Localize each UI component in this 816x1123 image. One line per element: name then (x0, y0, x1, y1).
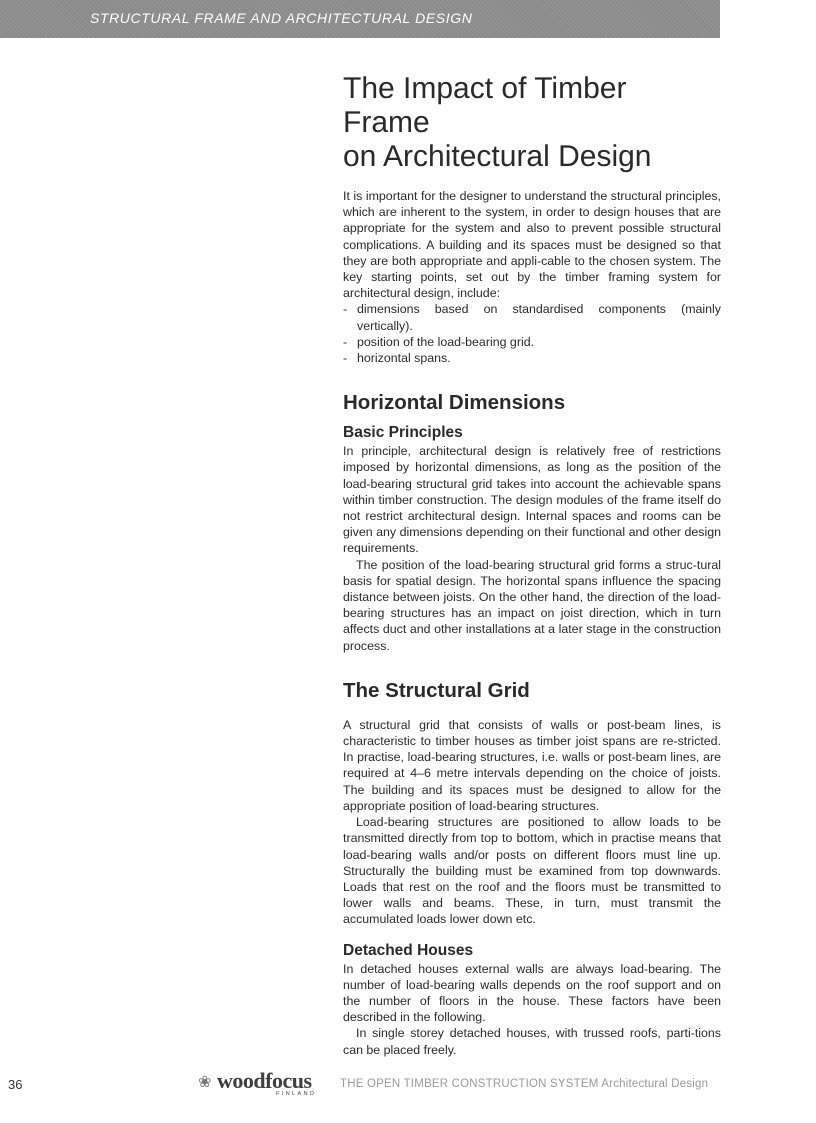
list-item-text: horizontal spans. (357, 351, 451, 366)
logo-subtext: FINLAND (276, 1091, 317, 1097)
running-header: STRUCTURAL FRAME AND ARCHITECTURAL DESIGN (90, 10, 473, 26)
list-dash: - (343, 334, 348, 349)
list-item (343, 350, 721, 366)
body-paragraph: In detached houses external walls are always load-bearing. The number of load-bearing walls depends on the roof support and on the number of floors in the house. These factors have been described in the following. (343, 961, 721, 1025)
logo-wordmark: woodfocus (217, 1068, 312, 1093)
body-paragraph: Load-bearing structures are positioned to allow loads to be transmitted directly from top to bottom, which in practise means that load-bearing walls and/or posts on different floors must line up. Structurally the building must be examined from top downwards. Loads that rest on the roof and the floors must be transmitted to lower walls and beams. These, in turn, must transmit the accumulated loads lower down etc. (343, 815, 721, 927)
subheading-detached-houses: Detached Houses (343, 941, 474, 959)
list-item-text: position of the load-bearing grid. (357, 334, 535, 349)
body-paragraph: A structural grid that consists of walls or post-beam lines, is characteristic to timber houses as timber joist spans are re-stricted. In practise, load-bearing structures, i.e. walls or post-beam lines, are required at 4–6 metre intervals depending on the choice of joists. The building and its spaces must be designed to allow for the appropriate position of load-bearing structures. (343, 717, 721, 813)
list-item (343, 301, 721, 333)
body-paragraph: The position of the load-bearing structural grid forms a struc-tural basis for spatial design. The horizontal spans influence the spacing distance between joists. On the other hand, the direction of the load-bearing structures has an impact on joist direction, which in turn affects duct and other installations at a later stage in the construction process. (343, 557, 721, 653)
article (343, 72, 721, 1058)
woodfocus-logo (198, 1066, 328, 1100)
body-paragraph: In single storey detached houses, with trussed roofs, parti-tions can be placed freely. (343, 1026, 721, 1057)
list-item (343, 334, 721, 350)
intro-paragraph: It is important for the designer to understand the structural principles, which are inherent to the system, in order to design houses that are appropriate for the system and also to prevent possible structural complications. A building and its spaces must be designed so that they are both appropriate and appli-cable to the chosen system. The key starting points, set out by the timber framing system for architectural design, include: (343, 189, 721, 301)
key-points-list (343, 301, 721, 366)
list-dash: - (343, 351, 348, 366)
body-paragraph: In principle, architectural design is relatively free of restrictions imposed by horizontal dimensions, as long as the position of the load-bearing structural grid takes into account the achievable spans within timber construction. The design modules of the frame itself do not restrict architectural design. Internal spaces and rooms can be given any dimensions depending on their functional and other design requirements. (343, 444, 721, 556)
page-title (343, 72, 721, 174)
list-item-text: dimensions based on standardised components (mainly vertically). (357, 302, 721, 333)
page-title-line2: on Architectural Design (343, 140, 652, 173)
publication-title: THE OPEN TIMBER CONSTRUCTION SYSTEM Architectural Design (340, 1078, 709, 1090)
header-band (0, 0, 720, 38)
subheading-basic-principles: Basic Principles (343, 424, 463, 442)
page-title-line1: The Impact of Timber Frame (343, 72, 627, 139)
section-heading-horizontal-dimensions: Horizontal Dimensions (343, 391, 566, 415)
list-dash: - (343, 302, 348, 317)
page-number: 36 (8, 1077, 23, 1092)
section-heading-structural-grid: The Structural Grid (343, 678, 530, 702)
maple-leaf-icon: ❀ (198, 1074, 212, 1091)
